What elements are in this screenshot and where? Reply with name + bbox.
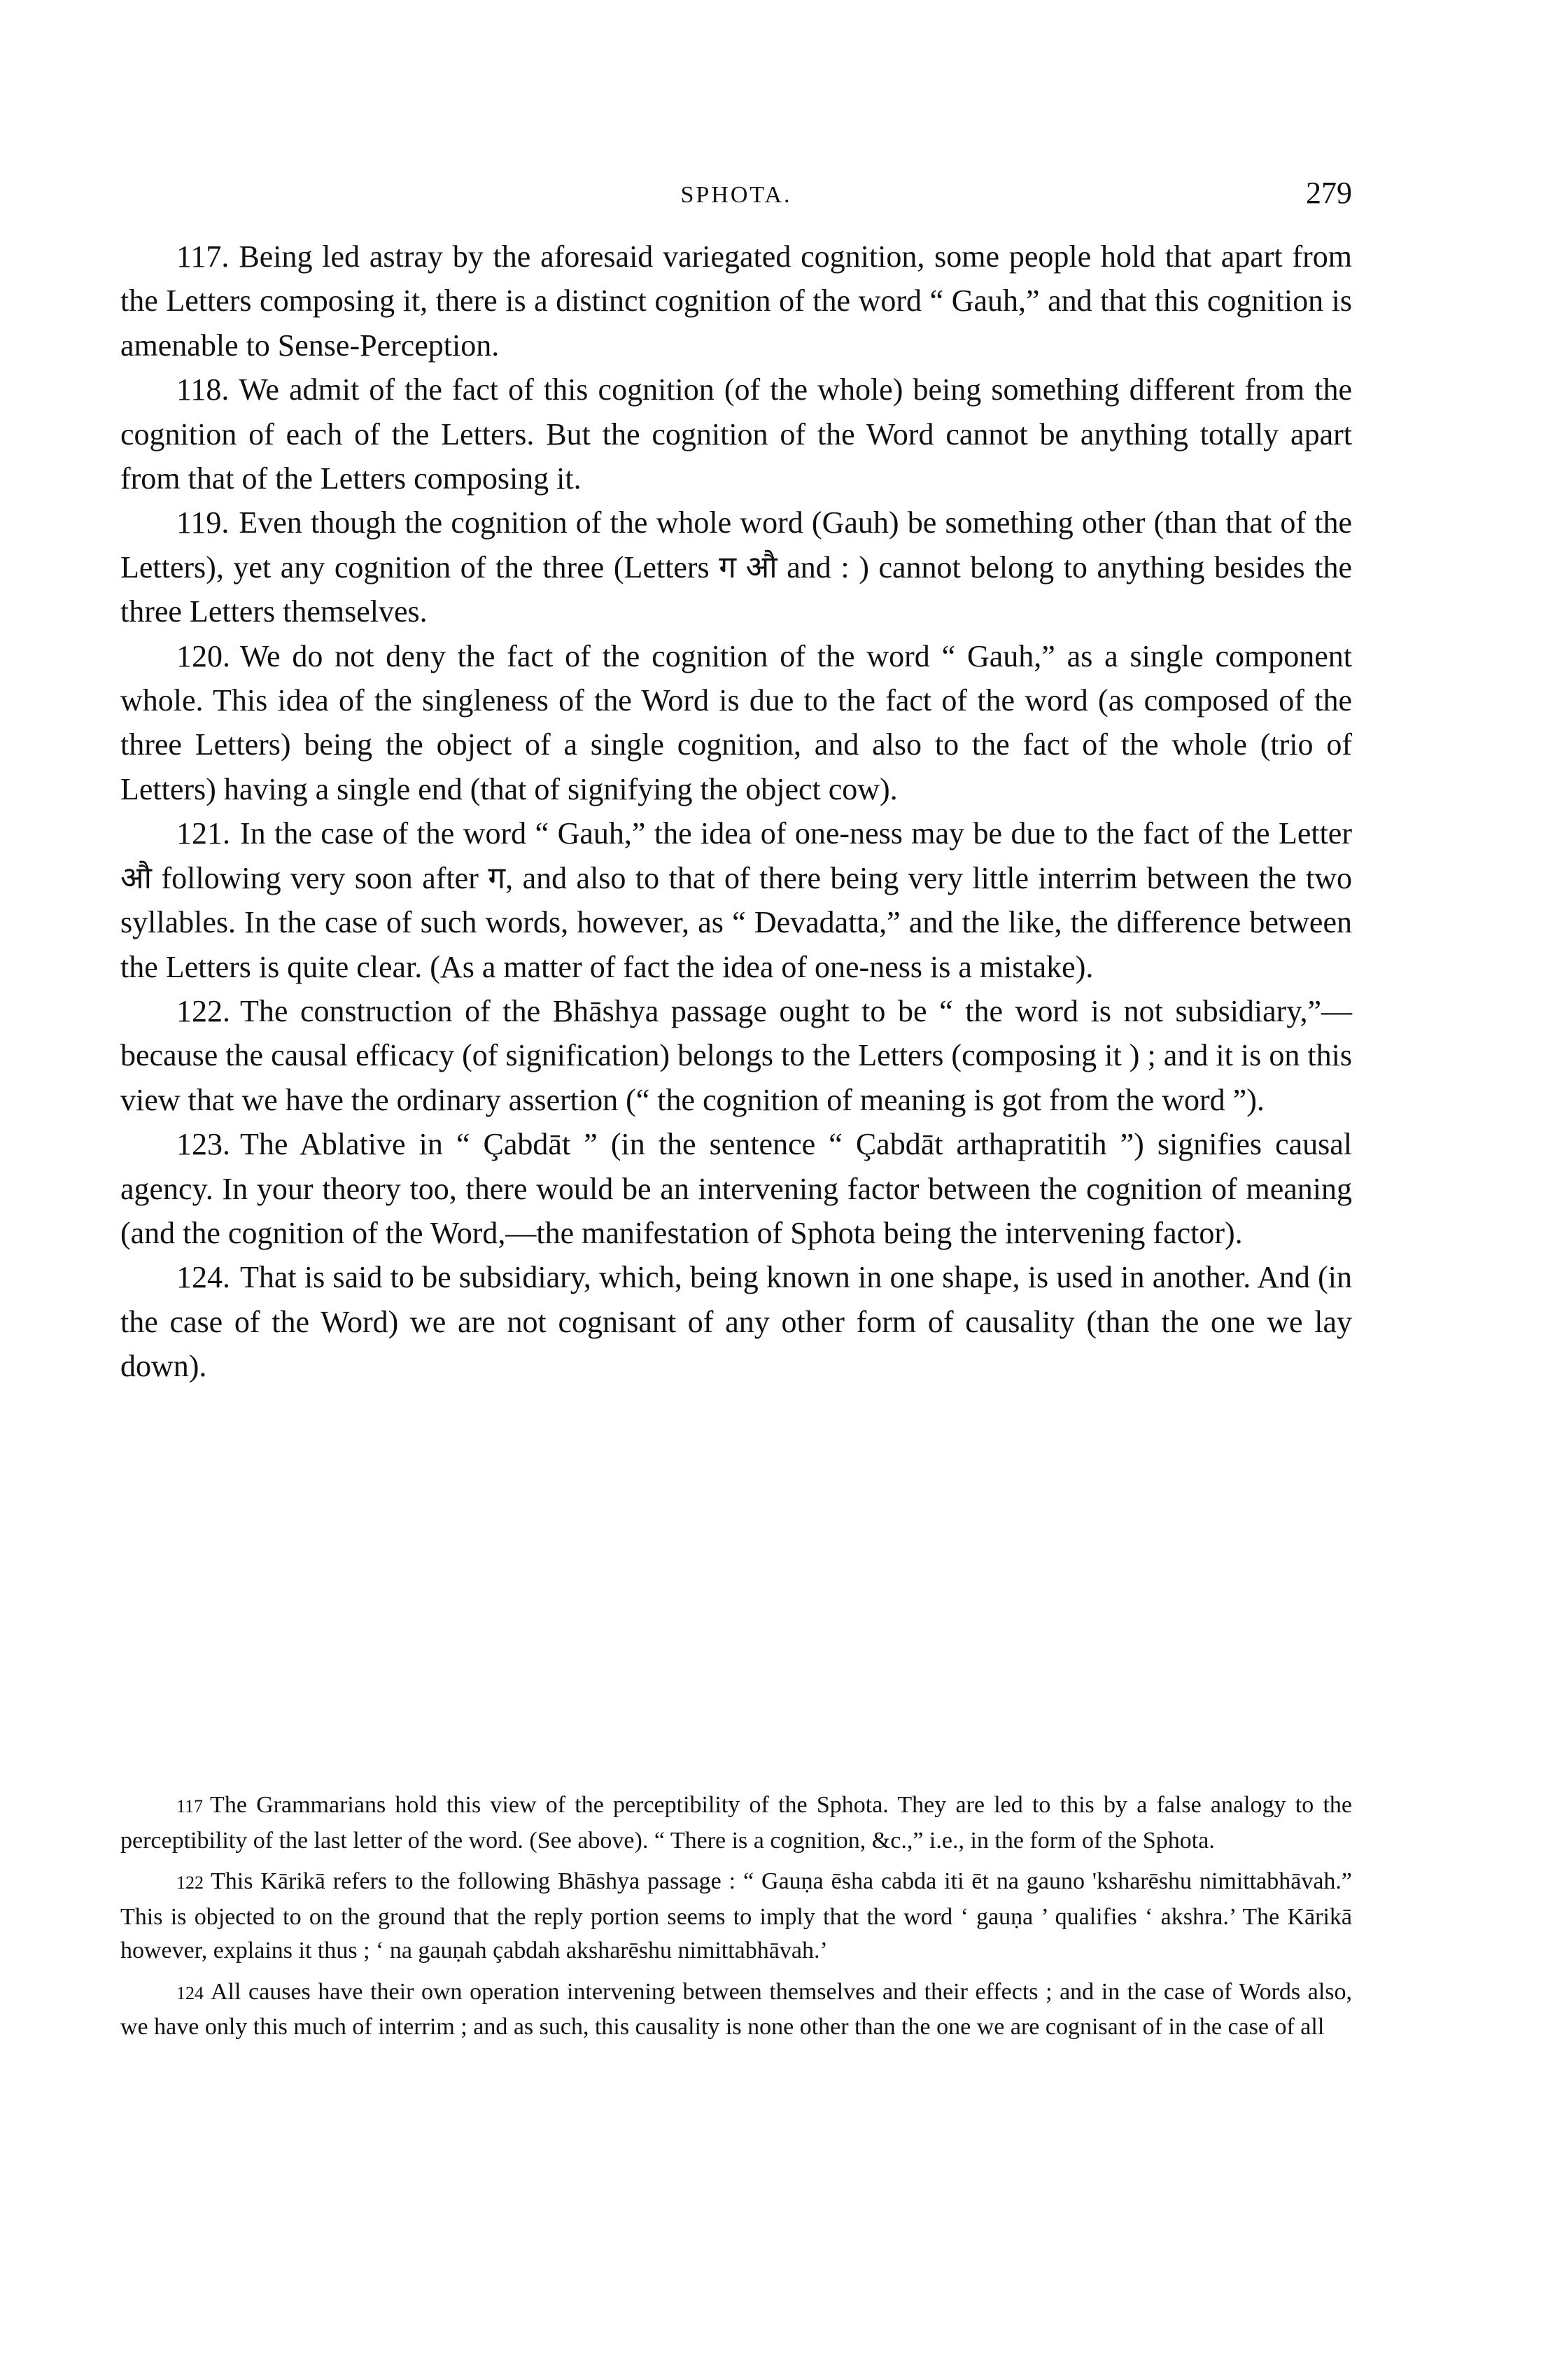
footnote-text: The Grammarians hold this view of the perceptibility of the Sphota. They are led to this by a false analogy to the perceptibility of the last letter of the word. (See above). “ There is a cognition, &c.,” i.e., in the form of the Sphota.	[120, 1792, 1352, 1854]
running-title: SPHOTA.	[680, 182, 792, 208]
paragraph-number: 119.	[176, 505, 230, 540]
paragraph-number: 120.	[176, 638, 230, 673]
paragraph-number: 121.	[176, 816, 230, 851]
running-head	[120, 175, 1352, 217]
paragraph-number: 118.	[176, 372, 230, 407]
paragraph-text: The Ablative in “ Çabdāt ” (in the sentence “ Çabdāt arthapratitih ”) signifies causal agency. In your theory too, there would be an intervening factor between the cognition of meaning (and the cognition of the Word,—the manifestation of Sphota being the intervening factor).	[120, 1127, 1352, 1250]
paragraph-number: 124.	[176, 1260, 230, 1295]
page-number: 279	[1306, 176, 1352, 210]
paragraph-number: 117.	[176, 239, 230, 274]
paragraph-text: Even though the cognition of the whole word (Gauh) be something other (than that of the Letters), yet any cognition of the three (Letters ग औ and : ) cannot belong to anything besides the three Letters themselves.	[120, 505, 1352, 629]
paragraph-121	[120, 811, 1352, 989]
paragraph-text: We admit of the fact of this cognition (of the whole) being something different from the cognition of each of the Letters. But the cognition of the Word cannot be anything totally apart from that of the Letters composing it.	[120, 372, 1352, 496]
footnote-117	[120, 1788, 1352, 1858]
paragraph-text: Being led astray by the aforesaid variegated cognition, some people hold that apart from the Letters composing it, there is a distinct cognition of the word “ Gauh,” and that this cognition is amenable to Sense-Perception.	[120, 239, 1352, 363]
footnote-number: 122	[176, 1872, 204, 1893]
paragraph-123	[120, 1122, 1352, 1255]
book-page	[120, 0, 1352, 2380]
paragraph-118	[120, 368, 1352, 500]
footnote-number: 124	[176, 1982, 204, 2003]
paragraph-number: 122.	[176, 993, 230, 1028]
footnote-text: This Kārikā refers to the following Bhāshya passage : “ Gauṇa ēsha cabda iti ēt na gauno 'ksharēshu nimittabhāvah.” This is objected to on the ground that the reply portion seems to imply that the word ‘ gauṇa ’ qualifies ‘ akshra.’ The Kārikā however, explains it thus ; ‘ na gauṇah çabdah aksharēshu nimittabhāvah.’	[120, 1868, 1352, 1963]
footnote-number: 117	[176, 1796, 204, 1816]
paragraph-119	[120, 500, 1352, 634]
paragraph-120	[120, 634, 1352, 812]
main-text	[120, 234, 1352, 1389]
footnotes	[120, 1788, 1352, 2052]
paragraph-text: That is said to be subsidiary, which, being known in one shape, is used in another. And (in the case of the Word) we are not cognisant of any other form of causality (than the one we lay down).	[120, 1260, 1352, 1384]
paragraph-text: In the case of the word “ Gauh,” the idea of one-ness may be due to the fact of the Letter औ following very soon after ग, and also to that of there being very little interrim between the two syllables. In the case of such words, however, as “ Devadatta,” and the like, the difference between the Letters is quite clear. (As a matter of fact the idea of one-ness is a mistake).	[120, 816, 1352, 984]
paragraph-text: We do not deny the fact of the cognition of the word “ Gauh,” as a single component whole. This idea of the singleness of the Word is due to the fact of the word (as composed of the three Letters) being the object of a single cognition, and also to the fact of the whole (trio of Letters) having a single end (that of signifying the object cow).	[120, 638, 1352, 806]
paragraph-text: The construction of the Bhāshya passage ought to be “ the word is not subsidiary,”—because the causal efficacy (of signification) belongs to the Letters (composing it ) ; and it is on this view that we have the ordinary assertion (“ the cognition of meaning is got from the word ”).	[120, 993, 1352, 1117]
paragraph-number: 123.	[176, 1127, 230, 1162]
footnote-text: All causes have their own operation intervening between themselves and their effects ; and in the case of Words also, we have only this much of interrim ; and as such, this causality is none other than the one we are cognisant of in the case of all	[120, 1978, 1352, 2040]
paragraph-117	[120, 234, 1352, 368]
paragraph-124	[120, 1255, 1352, 1388]
footnote-124	[120, 1975, 1352, 2045]
footnote-122	[120, 1865, 1352, 1968]
paragraph-122	[120, 989, 1352, 1122]
